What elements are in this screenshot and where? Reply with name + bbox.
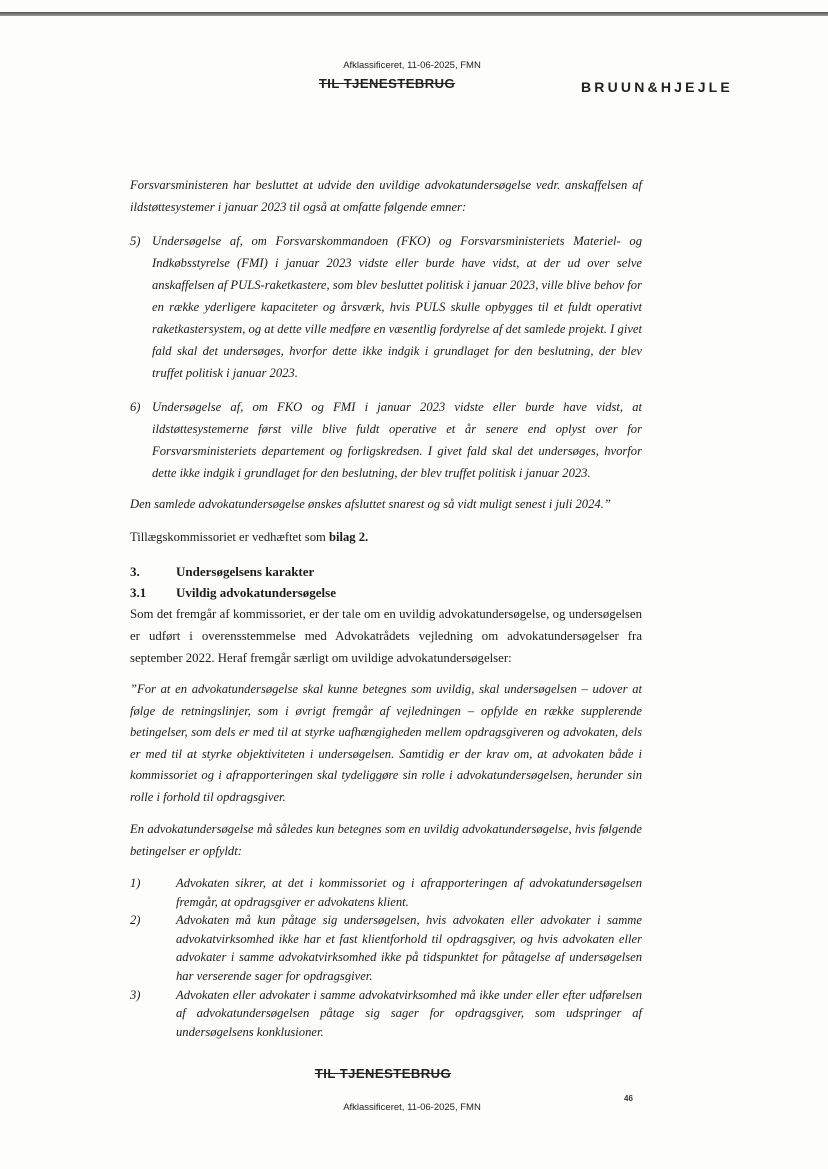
document-body [130,175,642,1041]
intro-paragraph: Forsvarsministeren har besluttet at udvide den uvildige advokatundersøgelse vedr. anskaffelsen af ildstøttesystemer i januar 2023 til også at omfatte følgende emner: [130,178,642,214]
section-heading [130,561,642,582]
quote-paragraph-2: En advokatundersøgelse må således kun betegnes som en uvildig advokatundersøgelse, hvis følgende betingelser er opfyldt: [130,822,642,858]
condition-number: 2) [130,913,141,928]
section-number: 3. [130,564,140,579]
body-paragraph: Som det fremgår af kommissoriet, er der tale om en uvildig advokatundersøgelse, og undersøgelsen er udført i overensstemmelse med Advokatrådets vejledning om advokatundersøgelser fra september 2022. Heraf fremgår særligt om uvildige advokatundersøgelser: [130,607,642,665]
subsection-number: 3.1 [130,585,147,600]
condition-text: Advokaten sikrer, at det i kommissoriet og i afrapporteringen af advokatundersøgelsen fremgår, at opdragsgiver er advokatens klient. [176,876,642,909]
item-text: Undersøgelse af, om FKO og FMI i januar 2023 vidste eller burde have vidst, at ildstøttesystemerne først ville blive fuldt operative et år senere end oplyst over for Forsvarsministeriets departement og forligskredsen. I givet fald skal det undersøges, hvorfor dette ikke indgik i grundlaget for den beslutning, der blev truffet politisk i januar 2023. [152,400,642,480]
quote-paragraph: ”For at en advokatundersøgelse skal kunne betegnes som uvildig, skal undersøgelsen – udover at følge de retningslinjer, som i øvrigt fremgår af vejledningen – opfylde en række supplerende betingelser, som dels er med til at styrke uafhængigheden mellem opdragsgiveren og advokaten, dels er med til at styrke objektiviteten i undersøgelsen. Samtidig er der krav om, at advokaten både i kommissoriet og i afrapporteringen skal tydeliggøre sin rolle i advokatundersøgelsen, herunder sin rolle i forhold til opdragsgiver. [130,682,642,804]
brand-logo: BRUUN&HJEJLE [581,79,733,95]
condition-number: 3) [130,987,141,1002]
page-number: 46 [624,1094,633,1103]
scan-edge [0,12,828,16]
condition-item [130,986,642,1042]
condition-number: 1) [130,876,141,890]
declassified-header: Afklassificeret, 11-06-2025, FMN [343,60,481,71]
item-5 [130,230,642,384]
item-number: 5) [130,234,141,248]
attachment-note [130,527,642,549]
condition-text: Advokaten eller advokater i samme advokatvirksomhed må ikke under eller efter udførelsen af advokatundersøgelsen påtage sig sager for opdragsgiver, som udspringer af undersøgelsens konklusioner. [176,987,642,1039]
attachment-text: Tillægskommissoriet er vedhæftet som [130,529,329,544]
declassified-footer: Afklassificeret, 11-06-2025, FMN [343,1102,481,1113]
condition-item [130,911,642,985]
classification-header: TIL TJENESTEBRUG [318,76,456,91]
section-title: Undersøgelsens karakter [176,564,315,579]
subsection-heading [130,582,642,603]
item-text: Undersøgelse af, om Forsvarskommandoen (FKO) og Forsvarsministeriets Materiel- og Indkøbsstyrelse (FMI) i januar 2023 vidste eller burde have vidst, at der ud over selve anskaffelsen af PULS-raketkastere, som blev besluttet politisk i januar 2023, ville blive behov for en række yderligere kapaciteter og årsværk, hvis PULS skulle opbygges til et fuldt operativt raketkastersystem, og at dette ville medføre en væsentlig fordyrelse af det samlede projekt. I givet fald skal det undersøges, hvorfor dette ikke indgik i grundlaget for den beslutning, der blev truffet politisk i januar 2023. [152,234,642,380]
condition-item [130,874,642,911]
item-6 [130,396,642,484]
closing-quote: Den samlede advokatundersøgelse ønskes afsluttet snarest og så vidt muligt senest i juli 2024.” [130,497,611,511]
condition-text: Advokaten må kun påtage sig undersøgelsen, hvis advokaten eller advokater i samme advokatvirksomhed ikke har et fast klientforhold til opdragsgiver, og hvis advokaten eller advokater i samme advokatvirksomhed ikke på tidspunktet for påtagelse af undersøgelsen har verserende sager for opdragsgiver. [176,913,642,983]
classification-footer: TIL TJENESTEBRUG [314,1066,452,1081]
conditions-list [130,874,642,1041]
subsection-title: Uvildig advokatundersøgelse [176,585,336,600]
item-number: 6) [130,400,141,414]
attachment-ref: bilag 2. [328,529,369,544]
